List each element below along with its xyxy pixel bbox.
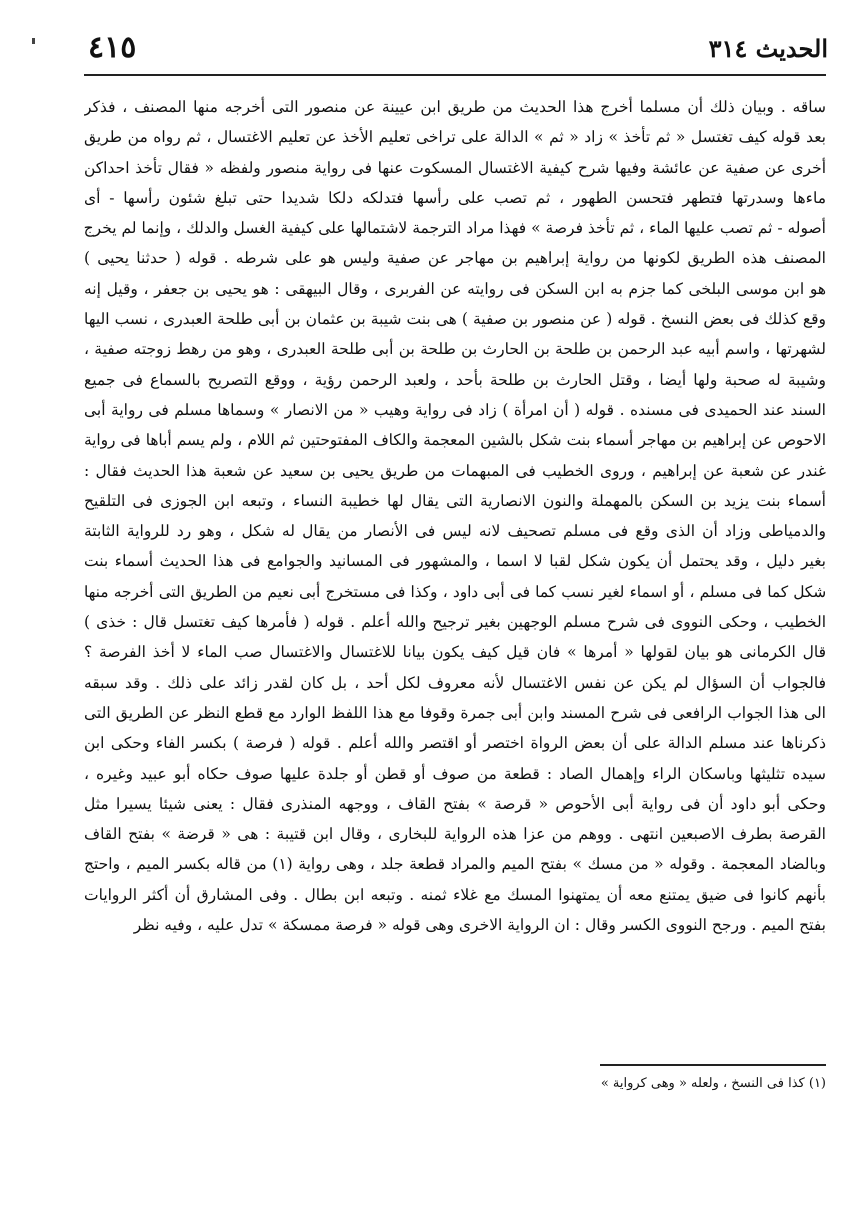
- text-line: ماءها وسدرتها فتطهر فتحسن الطهور ، ثم تصب على رأسها فتدلكه دلكا شديدا حتى تبلغ شئون رأسها - أى: [84, 188, 826, 207]
- text-line: وحكى أبو داود أن فى رواية أبى الأحوص « قرصة » بفتح القاف ، ووجهه المنذرى فقال : يعنى شيئا يسيرا مثل: [84, 794, 826, 813]
- footnote: (١) كذا فى النسخ ، ولعله « وهى كرواية »: [600, 1076, 826, 1091]
- text-line: الخطيب ، وحكى النووى فى شرح مسلم الوجهين بغير ترجيح والله أعلم . قوله ( فأمرها كيف تغتسل قال : خذى ): [84, 613, 826, 632]
- text-line: أخرى عن صفية عن عائشة وفيها شرح كيفية الاغتسال المسكوت عنها فى رواية منصور ولفظه « فقال تأخذ احداكن: [84, 158, 826, 177]
- text-line: والدمياطى وزاد أن الذى وقع فى مسلم تصحيف لانه ليس فى الأنصار من يقال له شكل ، وهو رد للرواية الثابتة: [84, 522, 826, 541]
- running-title: الحديث ٣١٤: [708, 34, 828, 63]
- text-line: لشهرتها ، واسم أبيه عبد الرحمن بن طلحة بن الحارث بن طلحة بن أبى طلحة العبدرى ، وهو من رهط زوجته صفية ،: [84, 340, 826, 359]
- text-line: أصوله - ثم تصب عليها الماء ، ثم تأخذ فرصة » فهذا مراد الترجمة لاشتمالها على كيفية الغسل والدلك ، وإنما لم يخرج: [84, 219, 826, 238]
- page-header: [88, 30, 828, 74]
- text-line: شكل كما فى مسلم ، أو اسماء لغير نسب كما فى أبى داود ، وكذا فى مستخرج أبى نعيم من الطريق التى أخرجه منها: [84, 582, 826, 601]
- page-number: ٤١٥: [88, 30, 137, 65]
- text-line: وشيبة له صحبة ولها أيضا ، وقتل الحارث بن طلحة بأحد ، ولعبد الرحمن رؤية ، ووقع التصريح بالسماع فى جميع: [84, 370, 826, 389]
- footnote-divider: [600, 1064, 826, 1066]
- scan-mark: [32, 38, 35, 44]
- header-divider: [84, 74, 826, 76]
- text-line: الاحوص عن إبراهيم بن مهاجر أسماء بنت شكل بالشين المعجمة والكاف المفتوحتين ثم اللام ، ولم يسم أباها فى رواية: [84, 431, 826, 450]
- text-line: القرصة بطرف الاصبعين انتهى . ووهم من عزا هذه الرواية للبخارى ، وقال ابن قتيبة : هى « قرضة » بفتح القاف: [84, 825, 826, 844]
- text-line: بغير دليل ، وقد يحتمل أن يكون شكل لقبا لا اسما ، والمشهور فى المسانيد والجوامع فى هذا الحديث أسماء بنت: [84, 552, 826, 571]
- text-line: ذكرناها عند مسلم الدالة على أن بعض الرواة اختصر أو اقتصر والله أعلم . قوله ( فرصة ) بكسر الفاء وحكى ابن: [84, 734, 826, 753]
- text-line: بفتح الميم . ورجح النووى الكسر وقال : ان الرواية الاخرى وهى قوله « فرصة ممسكة » تدل عليه ، وفيه نظر: [133, 916, 826, 935]
- text-line: فالجواب أن السؤال لم يكن عن نفس الاغتسال لأنه معروف لكل أحد ، بل كان لقدر زائد على ذلك . وقد سبقه: [84, 673, 826, 692]
- text-line: وبالضاد المعجمة . وقوله « من مسك » بفتح الميم والمراد قطعة جلد ، وهى رواية (١) من قاله بكسر الميم ، واحتج: [84, 855, 826, 874]
- text-line: السند عند الحميدى فى مسنده . قوله ( أن امرأة ) زاد فى رواية وهيب « من الانصار » وسماها مسلم فى رواية أبى: [84, 400, 826, 419]
- text-line: سيده تثليثها وباسكان الراء وإهمال الصاد : قطعة من صوف أو قطن أو جلدة عليها صوف حكاه أبو عبيد وغيره ،: [84, 764, 826, 783]
- text-line: المصنف هذه الطريق لكونها من رواية إبراهيم بن مهاجر عن صفية وليس هو على شرطه . قوله ( حدثنا يحيى ): [84, 249, 826, 268]
- text-line: وقع كذلك فى بعض النسخ . قوله ( عن منصور بن صفية ) هى بنت شيبة بن عثمان بن أبى طلحة العبدرى ، نسب اليها: [84, 310, 826, 329]
- text-line: بأنهم كانوا فى ضيق يمتنع معه أن يمتهنوا المسك مع غلاء ثمنه . وتبعه ابن بطال . وفى المشارق أن أكثر الروايات: [84, 885, 826, 904]
- text-line: هو ابن موسى البلخى كما جزم به ابن السكن فى روايته عن الفربرى ، وقال البيهقى : هو يحيى بن جعفر ، وقيل إنه: [84, 279, 826, 298]
- main-text: [84, 92, 826, 940]
- text-line: ساقه . وبيان ذلك أن مسلما أخرج هذا الحديث من طريق ابن عيينة عن منصور التى أخرجه منها المصنف ، فذكر: [84, 98, 826, 116]
- text-line: أسماء بنت يزيد بن السكن بالمهملة والنون الانصارية التى يقال لها خطيبة النساء ، وتبعه ابن الجوزى فى التلقيح: [84, 491, 826, 510]
- text-line: قال الكرمانى هو بيان لقولها « أمرها » فان قيل كيف يكون بيانا للاغتسال والاغتسال صب الماء لا أخذ الفرصة ؟: [84, 643, 826, 662]
- text-line: بعد قوله كيف تغتسل « ثم تأخذ » زاد « ثم » الدالة على تراخى تعليم الأخذ عن تعليم الاغتسال ، ثم رواه من طريق: [84, 128, 826, 147]
- text-line: غندر عن شعبة عن إبراهيم ، وروى الخطيب فى المبهمات من طريق يحيى بن سعيد عن شعبة هذا الحديث فقال :: [84, 461, 826, 480]
- text-line: الى هذا الجواب الرافعى فى شرح المسند وابن أبى جمرة وقوفا مع هذا اللفظ الوارد مع قطع النظر عن الطريق التى: [84, 703, 826, 722]
